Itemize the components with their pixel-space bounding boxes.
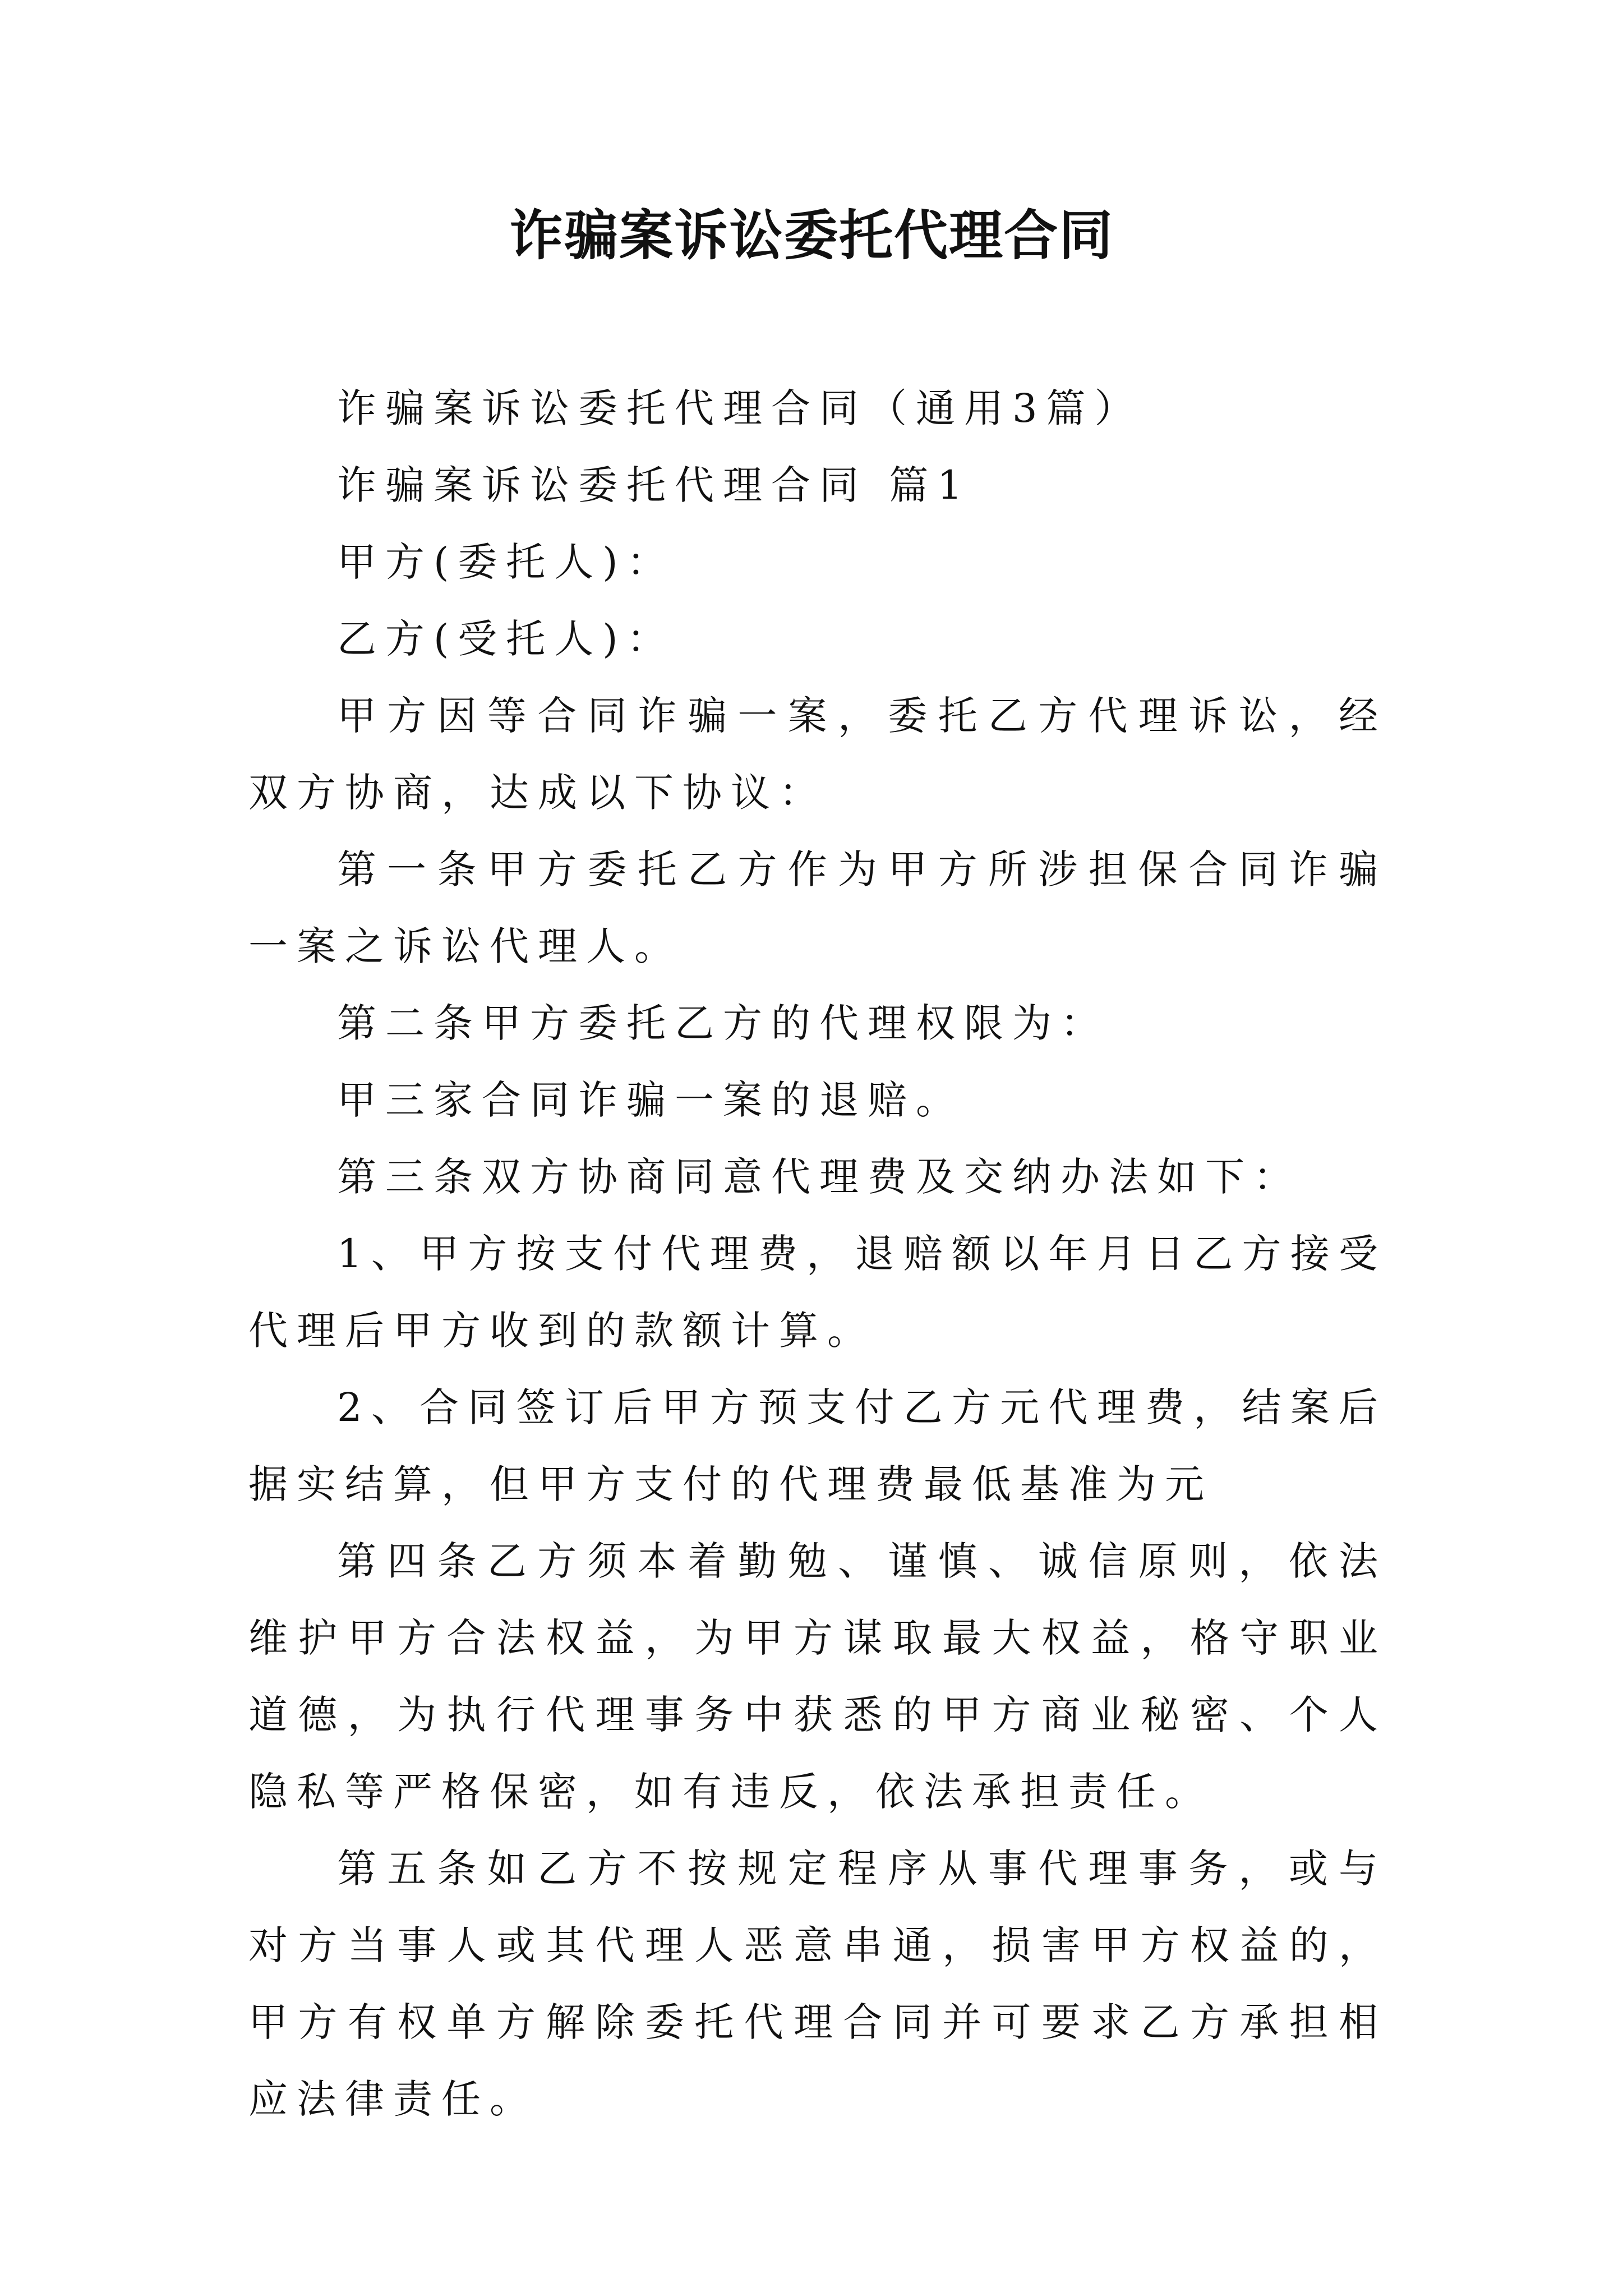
paragraph-article-3-item-2: 2、合同签订后甲方预支付乙方元代理费，结案后据实结算，但甲方支付的代理费最低基准为元 [248, 1384, 1387, 1507]
paragraph-party-b: 乙方(受托人)： [337, 616, 675, 662]
paragraph-section-heading: 诈骗案诉讼委托代理合同 篇1 [337, 462, 971, 508]
paragraph-article-4: 第四条乙方须本着勤勉、谨慎、诚信原则，依法维护甲方合法权益，为甲方谋取最大权益，格守职业道德，为执行代理事务中获悉的甲方商业秘密、个人隐私等严格保密，如有违反，依法承担责任。 [248, 1538, 1387, 1815]
paragraph-article-3-item-1: 1、甲方按支付代理费，退赔额以年月日乙方接受代理后甲方收到的款额计算。 [248, 1231, 1387, 1354]
paragraph-article-2: 第二条甲方委托乙方的代理权限为： [337, 1000, 1109, 1046]
paragraph-article-5: 第五条如乙方不按规定程序从事代理事务，或与对方当事人或其代理人恶意串通，损害甲方权益的，甲方有权单方解除委托代理合同并可要求乙方承担相应法律责任。 [248, 1846, 1387, 2122]
paragraph-party-a: 甲方(委托人)： [337, 539, 675, 585]
paragraph-article-3: 第三条双方协商同意代理费及交纳办法如下： [337, 1154, 1302, 1200]
paragraph-article-2-scope: 甲三家合同诈骗一案的退赔。 [337, 1077, 964, 1123]
paragraph-subtitle: 诈骗案诉讼委托代理合同（通用3篇） [337, 385, 1143, 431]
paragraph-article-1: 第一条甲方委托乙方作为甲方所涉担保合同诈骗一案之诉讼代理人。 [248, 846, 1387, 969]
document-title: 诈骗案诉讼委托代理合同 [509, 204, 1114, 267]
document-body [248, 370, 1387, 2138]
paragraph-preamble: 甲方因等合同诈骗一案，委托乙方代理诉讼，经双方协商，达成以下协议： [248, 693, 1387, 816]
